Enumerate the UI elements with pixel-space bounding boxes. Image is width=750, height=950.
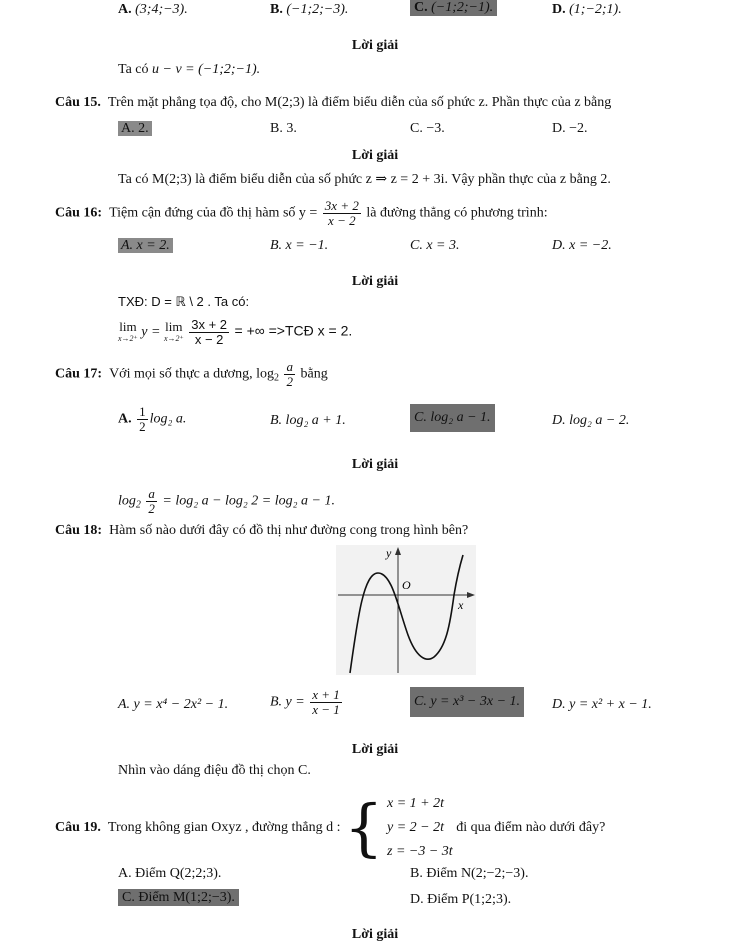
q15-option-b[interactable]: B. 3. bbox=[270, 121, 297, 136]
q14-option-a[interactable]: A. (3;4;−3). bbox=[118, 2, 188, 17]
system-brace: { bbox=[344, 791, 384, 864]
solution-heading: Lời giải bbox=[351, 742, 399, 757]
q15-option-c[interactable]: C. −3. bbox=[410, 121, 445, 136]
q17-question: Câu 17: Với mọi số thực a dương, $\log_2$ $\frac{a}{2}$ bằng bbox=[55, 359, 328, 389]
q19-option-d[interactable]: D. Điểm P(1;2;3). bbox=[410, 892, 512, 907]
q14-option-d[interactable]: D. (1;−2;1). bbox=[552, 2, 622, 17]
q17-option-c[interactable]: C. log₂ a − 1. bbox=[410, 404, 495, 432]
q14-option-c[interactable] bbox=[410, 0, 497, 16]
q15-question: Câu 15. Trên mặt phẳng tọa độ, cho M(2;3) là điểm biểu diễn của số phức z. Phần thực của z bằng bbox=[55, 95, 612, 110]
x-axis-label: x bbox=[458, 598, 464, 612]
solution-heading: Lời giải bbox=[351, 927, 399, 942]
q15-solution: Ta có M(2;3) là điểm biểu diễn của số phức z ⇒ z = 2 + 3i. Vậy phần thực của z bằng 2. bbox=[118, 172, 611, 187]
q16-option-b[interactable]: B. x = −1. bbox=[270, 238, 329, 253]
q19-question: Câu 19. Trong không gian Oxyz , đường thẳng d : { x = 1 + 2t y = 2 − 2t z = −3 − 3t đi qua điểm nào dưới đây? bbox=[55, 791, 606, 864]
q14-solution: Ta có u − v = (−1;2;−1). bbox=[118, 62, 261, 77]
q17-option-d[interactable]: D. log₂ a − 2. bbox=[552, 413, 630, 428]
q16-domain: TXĐ: D = ℝ \ 2 . Ta có: bbox=[118, 294, 250, 309]
q16-question: Câu 16: Tiệm cận đứng của đồ thị hàm số y = $\frac{3x + 2}{x - 2}$ là đường thẳng có phương trình: bbox=[55, 198, 548, 228]
q18-question: Câu 18: Hàm số nào dưới đây có đồ thị như đường cong trong hình bên? bbox=[55, 523, 469, 538]
solution-heading: Lời giải bbox=[351, 38, 399, 53]
y-axis-label: y bbox=[386, 546, 392, 560]
q16-option-d[interactable]: D. x = −2. bbox=[552, 238, 612, 253]
q16-option-c[interactable]: C. x = 3. bbox=[410, 238, 460, 253]
selected-answer-highlight: C. (−1;2;−1). bbox=[410, 0, 497, 16]
q16-limit: lim x→2⁺ y = lim x→2⁺ $\frac{3x + 2}{x - 2}$ = +∞ =>TCĐ x = 2. bbox=[118, 317, 353, 347]
q14-option-b[interactable]: B. (−1;2;−3). bbox=[270, 2, 349, 17]
q18-solution: Nhìn vào dáng điệu đồ thị chọn C. bbox=[118, 763, 311, 778]
q15-option-d[interactable]: D. −2. bbox=[552, 121, 588, 136]
q18-graph bbox=[336, 545, 476, 675]
q15-option-a[interactable]: A. 2. bbox=[118, 121, 152, 137]
solution-heading: Lời giải bbox=[351, 148, 399, 163]
q19-option-a[interactable]: A. Điểm Q(2;2;3). bbox=[118, 866, 222, 881]
line-equations: x = 1 + 2t y = 2 − 2t z = −3 − 3t bbox=[387, 796, 453, 859]
q18-option-d[interactable]: D. y = x² + x − 1. bbox=[552, 697, 652, 712]
fraction: $\frac{3x + 2}{x - 2}$ bbox=[324, 198, 359, 228]
q18-option-b[interactable]: B. y = $\frac{x + 1}{x - 1}$ bbox=[270, 687, 340, 717]
solution-heading: Lời giải bbox=[351, 457, 399, 472]
q17-option-a[interactable]: A. $\frac{1}{2}$ log₂ a. bbox=[118, 404, 187, 434]
q17-option-b[interactable]: B. log₂ a + 1. bbox=[270, 413, 346, 428]
q17-solution: $\log_2$ $\frac{a}{2}$ = log₂ a − log₂ 2 = log₂ a − 1. bbox=[118, 486, 335, 516]
origin-label: O bbox=[402, 578, 411, 592]
q18-option-c[interactable]: C. y = x³ − 3x − 1. bbox=[410, 687, 524, 717]
q16-option-a[interactable]: A. x = 2. bbox=[118, 238, 173, 254]
solution-heading: Lời giải bbox=[351, 274, 399, 289]
q18-option-a[interactable]: A. y = x⁴ − 2x² − 1. bbox=[118, 697, 229, 712]
q19-option-c[interactable]: C. Điểm M(1;2;−3). bbox=[118, 890, 239, 906]
graph-background bbox=[336, 545, 476, 675]
q19-option-b[interactable]: B. Điểm N(2;−2;−3). bbox=[410, 866, 529, 881]
